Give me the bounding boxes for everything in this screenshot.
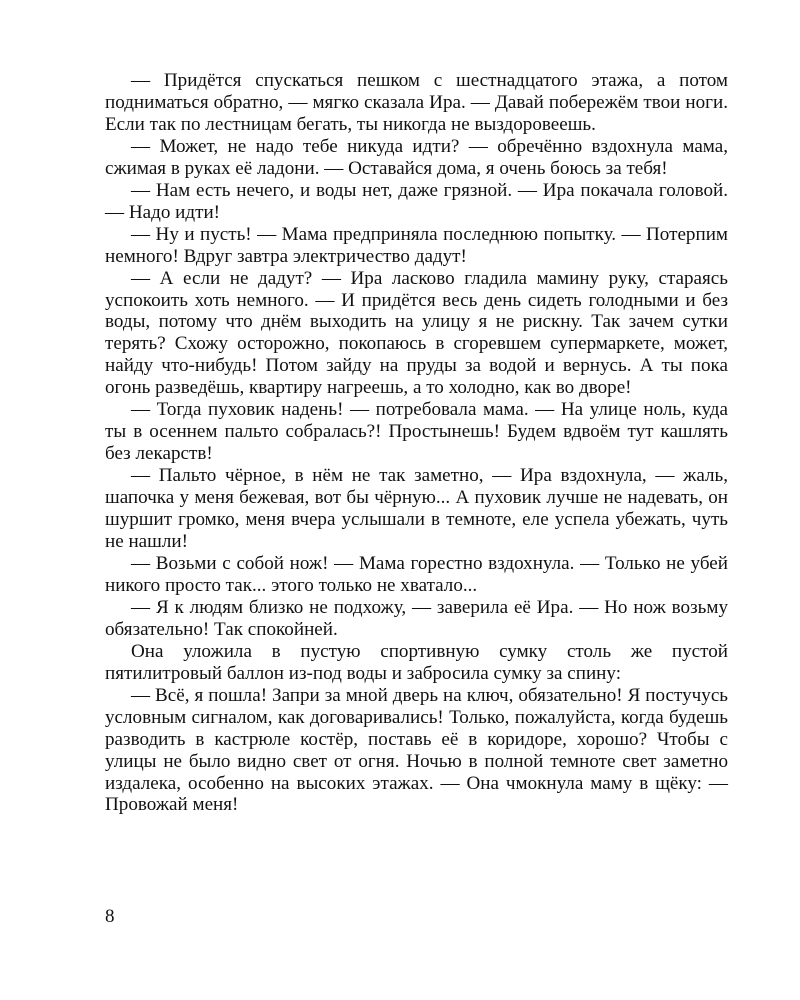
paragraph-11: — Всё, я пошла! Запри за мной дверь на ключ, обязательно! Я постучусь условным сигналом, как договаривались! Только, пожалуйста, когда будешь разводить в кастрюле костёр, поставь её в коридоре, хорошо? Чтобы с улицы не было видно свет от огня. Ночью в полной темноте свет заметно издалека, особенно на высоких этажах. — Она чмокнула маму в щёку: — Провожай меня!	[105, 684, 728, 816]
paragraph-6: — Тогда пуховик надень! — потребовала мама. — На улице ноль, куда ты в осеннем пальто собралась?! Простынешь! Будем вдвоём тут кашлять без лекарств!	[105, 399, 728, 465]
page-text-block	[105, 70, 728, 816]
paragraph-10: Она уложила в пустую спортивную сумку столь же пустой пятилитровый баллон из-под воды и забросила сумку за спину:	[105, 640, 728, 684]
paragraph-3: — Нам есть нечего, и воды нет, даже грязной. — Ира покачала головой. — Надо идти!	[105, 179, 728, 223]
paragraph-8: — Возьми с собой нож! — Мама горестно вздохнула. — Только не убей никого просто так... этого только не хватало...	[105, 552, 728, 596]
paragraph-7: — Пальто чёрное, в нём не так заметно, — Ира вздохнула, — жаль, шапочка у меня бежевая, вот бы чёрную... А пуховик лучше не надевать, он шуршит громко, меня вчера услышали в темноте, еле успела убежать, чуть не нашли!	[105, 465, 728, 553]
paragraph-5: — А если не дадут? — Ира ласково гладила мамину руку, стараясь успокоить хоть немного. — И придётся весь день сидеть голодными и без воды, потому что днём выходить на улицу я не рискну. Так зачем сутки терять? Схожу осторожно, покопаюсь в сгоревшем супермаркете, может, найду что-нибудь! Потом зайду на пруды за водой и вернусь. А ты пока огонь разведёшь, квартиру нагреешь, а то холодно, как во дворе!	[105, 267, 728, 399]
paragraph-2: — Может, не надо тебе никуда идти? — обречённо вздохнула мама, сжимая в руках её ладони. — Оставайся дома, я очень боюсь за тебя!	[105, 135, 728, 179]
page-number: 8	[105, 906, 115, 927]
paragraph-1: — Придётся спускаться пешком с шестнадцатого этажа, а потом подниматься обратно, — мягко сказала Ира. — Давай побережём твои ноги. Если так по лестницам бегать, ты никогда не выздоровеешь.	[105, 70, 728, 135]
paragraph-4: — Ну и пусть! — Мама предприняла последнюю попытку. — Потерпим немного! Вдруг завтра электричество дадут!	[105, 223, 728, 267]
paragraph-9: — Я к людям близко не подхожу, — заверила её Ира. — Но нож возьму обязательно! Так спокойней.	[105, 596, 728, 640]
